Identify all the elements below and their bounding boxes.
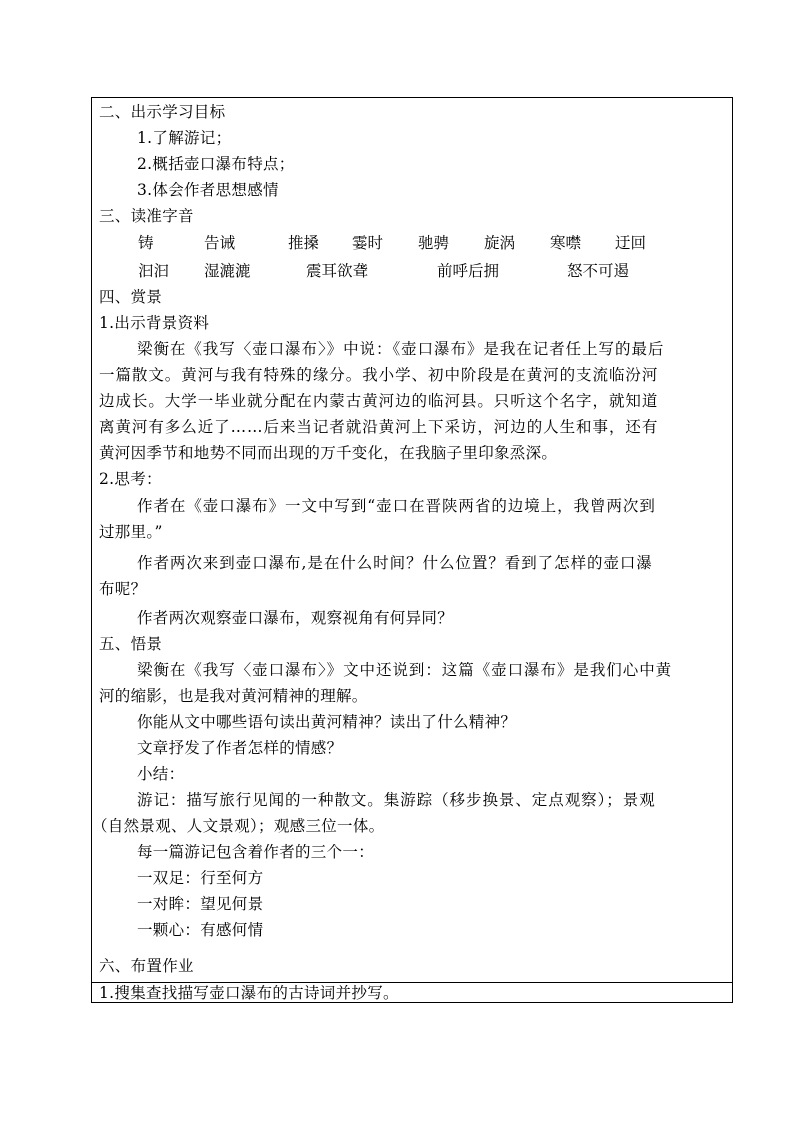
vocab-word: 铸 [138, 234, 154, 252]
summary-line: 游记：描写旅行见闻的一种散文。集游踪（移步换景、定点观察）；景观 [137, 791, 656, 809]
vocab-word: 前呼后拥 [437, 262, 500, 280]
subheading-background: 1.出示背景资料 [99, 314, 210, 332]
question-line: 过那里。” [99, 523, 163, 541]
paragraph-line: 边成长。大学一毕业就分配在内蒙古黄河边的临河县。只听这个名字，就知道 [99, 392, 659, 410]
paragraph-line: 梁衡在《我写〈壶口瀑布〉》中说：《壶口瀑布》是我在记者任上写的最后 [137, 340, 665, 358]
vocab-word: 迂回 [615, 234, 647, 252]
section-heading-pronunciation: 三、读准字音 [99, 207, 194, 225]
question-line: 作者两次来到壶口瀑布,是在什么时间？什么位置？看到了怎样的壶口瀑 [137, 554, 653, 572]
paragraph-line: 一篇散文。黄河与我有特殊的缘分。我小学、初中阶段是在黄河的支流临汾河 [99, 366, 659, 384]
goal-item: 3.体会作者思想感情 [137, 181, 279, 199]
vocab-word: 告诫 [204, 234, 236, 252]
question-line: 布呢？ [99, 580, 147, 598]
goal-item: 2.概括壶口瀑布特点； [137, 155, 295, 173]
question-line: 作者在《壶口瀑布》一文中写到“壶口在晋陕两省的边境上，我曾两次到 [137, 497, 656, 515]
vocab-word: 寒噤 [550, 234, 582, 252]
homework-item: 1.搜集查找描写壶口瀑布的古诗词并抄写。 [99, 984, 399, 1002]
vocab-word: 震耳欲聋 [306, 262, 369, 280]
paragraph-line: 梁衡在《我写〈壶口瀑布〉》文中还说到：这篇《壶口瀑布》是我们心中黄 [137, 661, 673, 679]
goal-item: 1.了解游记； [137, 129, 232, 147]
three-item: 一双足：行至何方 [137, 869, 264, 887]
paragraph-line: 黄河因季节和地势不同而出现的万千变化，在我脑子里印象烝深。 [99, 444, 558, 462]
section-heading-homework: 六、布置作业 [99, 957, 194, 975]
question-line: 你能从文中哪些语句读出黄河精神？读出了什么精神？ [137, 713, 517, 731]
three-item: 一颗心：有感何情 [137, 921, 264, 939]
vocab-word: 旋涡 [484, 234, 516, 252]
lesson-plan-table [91, 97, 733, 1003]
question-line: 文章抒发了作者怎样的情感？ [137, 739, 343, 757]
pronunciation-row-1 [92, 231, 732, 255]
vocab-word: 湿漉漉 [204, 262, 251, 280]
vocab-word: 霎时 [352, 234, 384, 252]
paragraph-line: 离黄河有多么近了……后来当记者就沿黄河上下采访，河边的人生和事，还有 [99, 418, 659, 436]
vocab-word: 推搡 [288, 234, 320, 252]
three-intro: 每一篇游记包含着作者的三个一： [137, 843, 375, 861]
subheading-think: 2.思考： [99, 470, 162, 488]
section-heading-reflect: 五、悟景 [99, 635, 163, 653]
section-heading-appreciate: 四、赏景 [99, 288, 163, 306]
paragraph-line: 河的缩影，也是我对黄河精神的理解。 [99, 687, 368, 705]
section-heading-goals: 二、出示学习目标 [99, 103, 226, 121]
three-item: 一对眸：望见何景 [137, 895, 264, 913]
vocab-word: 驰骋 [418, 234, 450, 252]
summary-line: （自然景观、人文景观）；观感三位一体。 [92, 817, 385, 835]
summary-label: 小结： [137, 765, 185, 783]
pronunciation-row-2 [92, 259, 732, 283]
vocab-word: 怒不可遏 [567, 262, 630, 280]
question-line: 作者两次观察壶口瀑布，观察视角有何异同？ [137, 609, 454, 627]
vocab-word: 汩汩 [138, 262, 170, 280]
